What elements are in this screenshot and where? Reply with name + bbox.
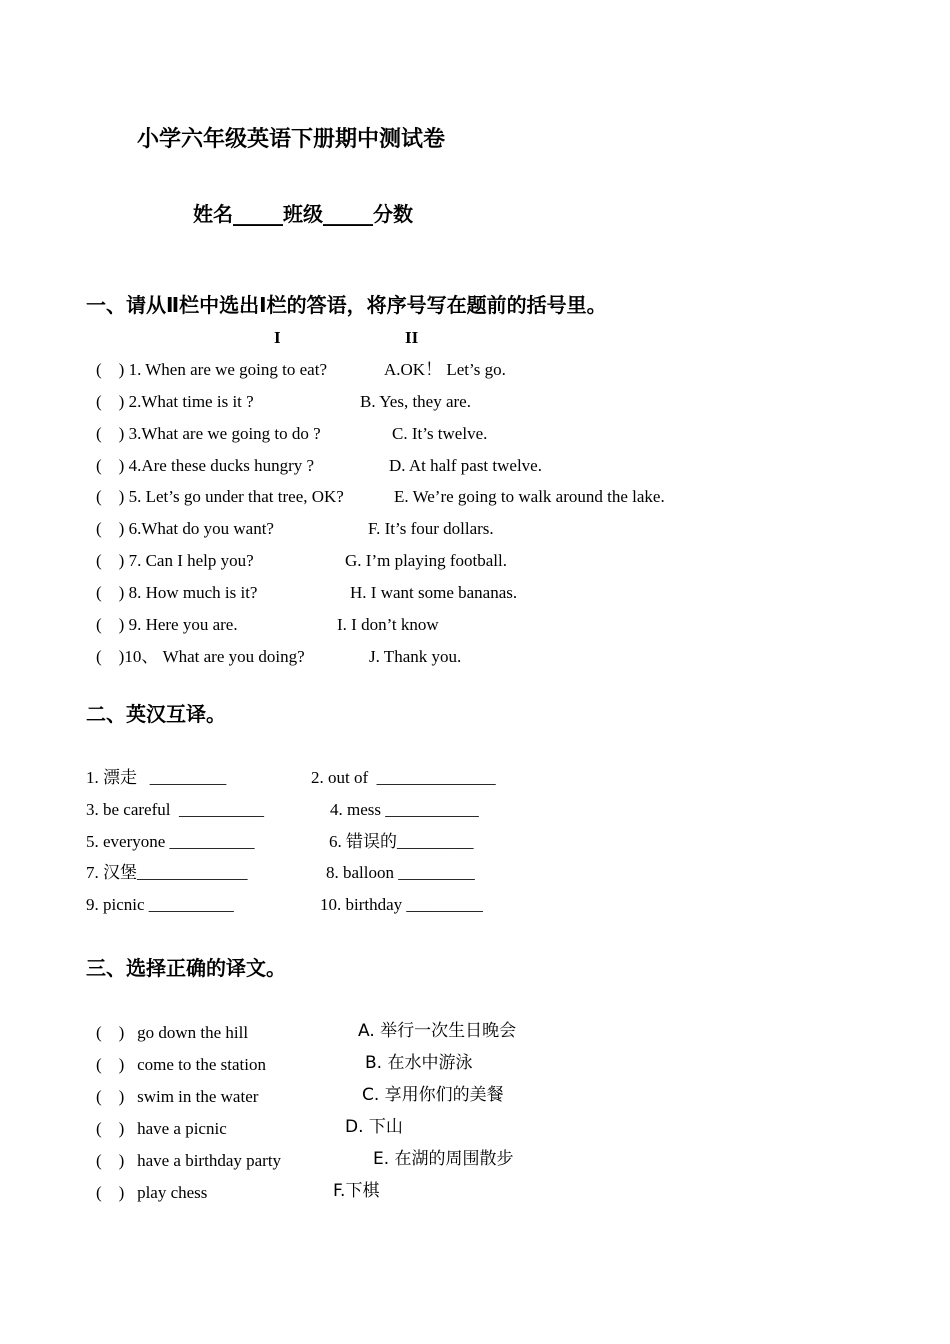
s2-right-item: 2. out of ______________ xyxy=(311,768,496,787)
s2-right-item: 8. balloon _________ xyxy=(326,863,475,882)
page-title: 小学六年级英语下册期中测试卷 xyxy=(137,127,446,152)
s3-translation: A. 举行一次生日晚会 xyxy=(358,1021,517,1041)
section1-heading: 一、请从Ⅱ栏中选出Ⅰ栏的答语，将序号写在题前的括号里。 xyxy=(86,293,607,317)
s1-question: ( ) 9. Here you are. xyxy=(96,615,238,634)
s1-answer: H. I want some bananas. xyxy=(350,583,518,602)
s3-phrase: ( ) have a picnic xyxy=(96,1119,227,1138)
column-ii-label: II xyxy=(405,328,419,347)
s2-right-item: 6. 错误的_________ xyxy=(329,832,474,851)
s2-left-item: 5. everyone __________ xyxy=(86,832,255,851)
s3-translation: B. 在水中游泳 xyxy=(365,1053,473,1073)
s2-right-item: 10. birthday _________ xyxy=(320,895,483,914)
s1-question: ( ) 7. Can I help you? xyxy=(96,551,254,570)
s2-right-item: 4. mess ___________ xyxy=(330,800,479,819)
s1-answer: C. It’s twelve. xyxy=(392,424,488,443)
s2-left-item: 7. 汉堡_____________ xyxy=(86,863,248,882)
column-i-label: I xyxy=(274,328,281,347)
s3-phrase: ( ) go down the hill xyxy=(96,1023,249,1042)
s1-answer: F. It’s four dollars. xyxy=(368,519,494,538)
s1-answer: B. Yes, they are. xyxy=(360,392,471,411)
s3-phrase: ( ) have a birthday party xyxy=(96,1151,282,1170)
s3-translation: C. 享用你们的美餐 xyxy=(362,1085,504,1105)
section3-heading: 三、选择正确的译文。 xyxy=(86,956,286,980)
s1-answer: J. Thank you. xyxy=(369,647,462,666)
s1-answer: E. We’re going to walk around the lake. xyxy=(394,487,665,506)
s1-question: ( ) 2.What time is it ? xyxy=(96,392,254,411)
student-info-line: 姓名_____班级_____分数 xyxy=(193,202,413,226)
s2-left-item: 3. be careful __________ xyxy=(86,800,264,819)
s1-question: ( ) 8. How much is it? xyxy=(96,583,258,602)
s3-phrase: ( ) play chess xyxy=(96,1183,208,1202)
s1-question: ( ) 5. Let’s go under that tree, OK? xyxy=(96,487,344,506)
s1-answer: A.OK！ Let’s go. xyxy=(384,360,506,379)
s1-question: ( ) 1. When are we going to eat? xyxy=(96,360,327,379)
s1-question: ( )10、 What are you doing? xyxy=(96,647,305,666)
s1-answer: G. I’m playing football. xyxy=(345,551,507,570)
s1-question: ( ) 4.Are these ducks hungry ? xyxy=(96,456,315,475)
section2-heading: 二、英汉互译。 xyxy=(86,702,226,726)
s3-phrase: ( ) swim in the water xyxy=(96,1087,259,1106)
s1-answer: I. I don’t know xyxy=(337,615,439,634)
s3-translation: F.下棋 xyxy=(333,1181,380,1201)
s3-phrase: ( ) come to the station xyxy=(96,1055,266,1074)
s1-question: ( ) 3.What are we going to do ? xyxy=(96,424,321,443)
s1-question: ( ) 6.What do you want? xyxy=(96,519,274,538)
s3-translation: D. 下山 xyxy=(345,1117,403,1137)
s2-left-item: 9. picnic __________ xyxy=(86,895,234,914)
s3-translation: E. 在湖的周围散步 xyxy=(373,1149,514,1169)
s2-left-item: 1. 漂走 _________ xyxy=(86,768,227,787)
s1-answer: D. At half past twelve. xyxy=(389,456,542,475)
